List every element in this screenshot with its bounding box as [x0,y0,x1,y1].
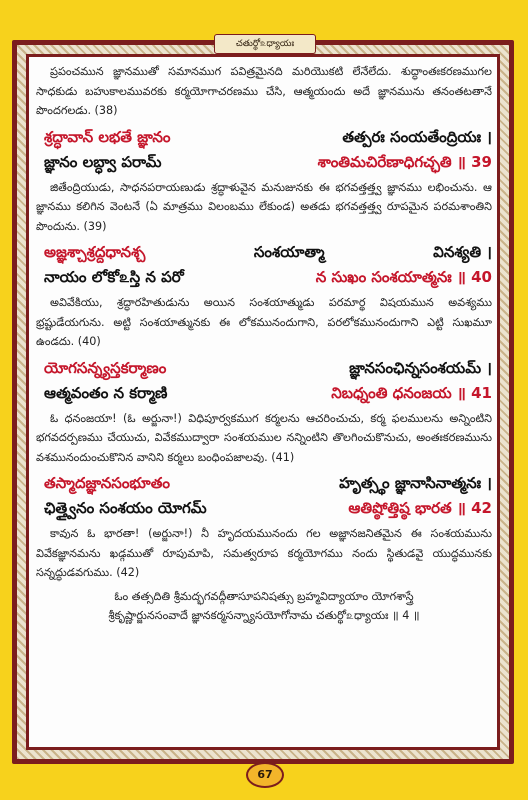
prose-40: అవివేకియు, శ్రద్ధారహితుడును అయిన సంశయాత్ముడు పరమార్థ విషయమున అవశ్యము భ్రష్టుడేయగును. అట్టి సంశయాత్మునకు ఈ లోకమునందుగాని, పరలోకమునందుగాని ఎట్టి సుఖమూ ఉండదు. (40) [36,296,492,348]
verse-42-number: ॥ 42 [456,499,492,517]
verse-41-l2a: ఆత్మవంతం న కర్మాణి [44,383,168,402]
verse-42-l2b: ఆతిష్ఠోత్తిష్ఠ భారత [348,499,452,517]
verse-40-number: ॥ 40 [456,268,492,286]
page-content [36,62,492,625]
verse-41-line-2 [36,381,492,406]
verse-42-l1b: హృత్స్థం జ్ఞానాసినాత్మనః । [339,474,492,492]
prose-42: కావున ఓ భారతా! (అర్జునా!) నీ హృదయమునందు గల అజ్ఞానజనితమైన ఈ సంశయమును వివేకజ్ఞానమను ఖడ్గముతో రూపుమాపి, సమత్వరూప కర్మయోగము నందు స్థితుడవై యుద్ధమునకు సన్నద్ధుడవగుము. (42) [36,527,492,579]
chapter-title: చతుర్థో௨ధ్యాయః [214,34,316,54]
prose-38: ప్రపంచమున జ్ఞానముతో సమానముగ పవిత్రమైనది మరియొకటి లేనేలేదు. శుద్ధాంతఃకరణముగల సాధకుడు బహుకాలమువరకు కర్మయోగాచరణము చేసి, ఆత్మయందు అదే జ్ఞానమును తనంతటతానే పొందగలడు. (38) [36,65,492,117]
verse-41-l1a: యోగసన్న్యస్తకర్మాణం [44,358,167,377]
verse-40-l2a: నాయం లోకో௨స్తి న పరో [44,268,184,286]
verse-39-number: ॥ 39 [456,152,492,171]
verse-42-line-2 [36,496,492,521]
verse-39-l1b: తత్పరః సంయతేంద్రియః । [342,127,492,146]
verse-39-line-2 [36,150,492,175]
prose-39: జితేంద్రియుడు, సాధనపరాయణుడు శ్రద్ధాళువైన మనుజునకు ఈ భగవత్తత్త్వ జ్ఞానము లభించును. ఆ జ్ఞానము కలిగిన వెంటనే (ఏ మాత్రము విలంబము లేకుండ) అతడు భగవత్తత్త్వ రూపమైన పరమశాంతిని పొందును. (39) [36,180,492,233]
verse-39-l1a: శ్రద్ధావాన్ లభతే జ్ఞానం [44,127,171,146]
prose-41: ఓ ధనంజయా! (ఓ అర్జునా!) విధిపూర్వకముగ కర్మలను ఆచరించుచు, కర్మ ఫలములను అన్నింటిని భగవదర్పణము చేయుచు, వివేకముద్వారా సంశయముల నన్నింటిని తొలగించుకొనుచు, అంతఃకరణమును వశమునందుంచుకొనిన వానిని కర్మలు బంధింపజాలవు. (41) [36,411,492,464]
verse-41-l2b: నిబధ్నంతి ధనంజయ [331,383,452,402]
verse-42-l1a: తస్మాదజ్ఞానసంభూతం [44,474,170,492]
verse-42-l2a: ఛిత్త్వైనం సంశయం యోగమ్ [44,499,207,517]
verse-40-line-1 [36,240,492,265]
chapter-colophon [36,587,492,625]
colophon-line-1: ఓం తత్సదితి శ్రీమద్భగవద్గీతాసూపనిషత్సు బ్రహ్మవిద్యాయాం యోగశాస్త్రే [114,589,414,603]
verse-40-line-2 [36,265,492,290]
verse-40-l1a: అజ్ఞశ్చాశ్రద్దధానశ్చ [44,243,146,261]
verse-40 [36,240,492,290]
verse-42-line-1 [36,471,492,496]
verse-41-l1b: జ్ఞానసంఛిన్నసంశయమ్ । [349,358,492,377]
verse-39-line-1 [36,125,492,150]
verse-40-l1b: సంశయాత్మా [253,243,325,261]
page-number: 67 [246,762,284,788]
verse-41 [36,356,492,406]
colophon-line-2: శ్రీకృష్ణార్జునసంవాదే జ్ఞానకర్మసన్న్యాసయోగోనామ చతుర్థో௨ధ్యాయః ॥ 4 ॥ [108,608,420,622]
verse-42 [36,471,492,521]
verse-39-l2a: జ్ఞానం లబ్ధ్వా పరామ్ [44,152,162,171]
verse-39 [36,125,492,175]
verse-40-l1c: వినశ్యతి । [433,243,492,261]
verse-41-number: ॥ 41 [456,383,492,402]
verse-40-l2b: న సుఖం సంశయాత్మనః [315,268,452,286]
verse-39-l2b: శాంతిమచిరేణాధిగచ్ఛతి [317,152,452,171]
verse-41-line-1 [36,356,492,381]
